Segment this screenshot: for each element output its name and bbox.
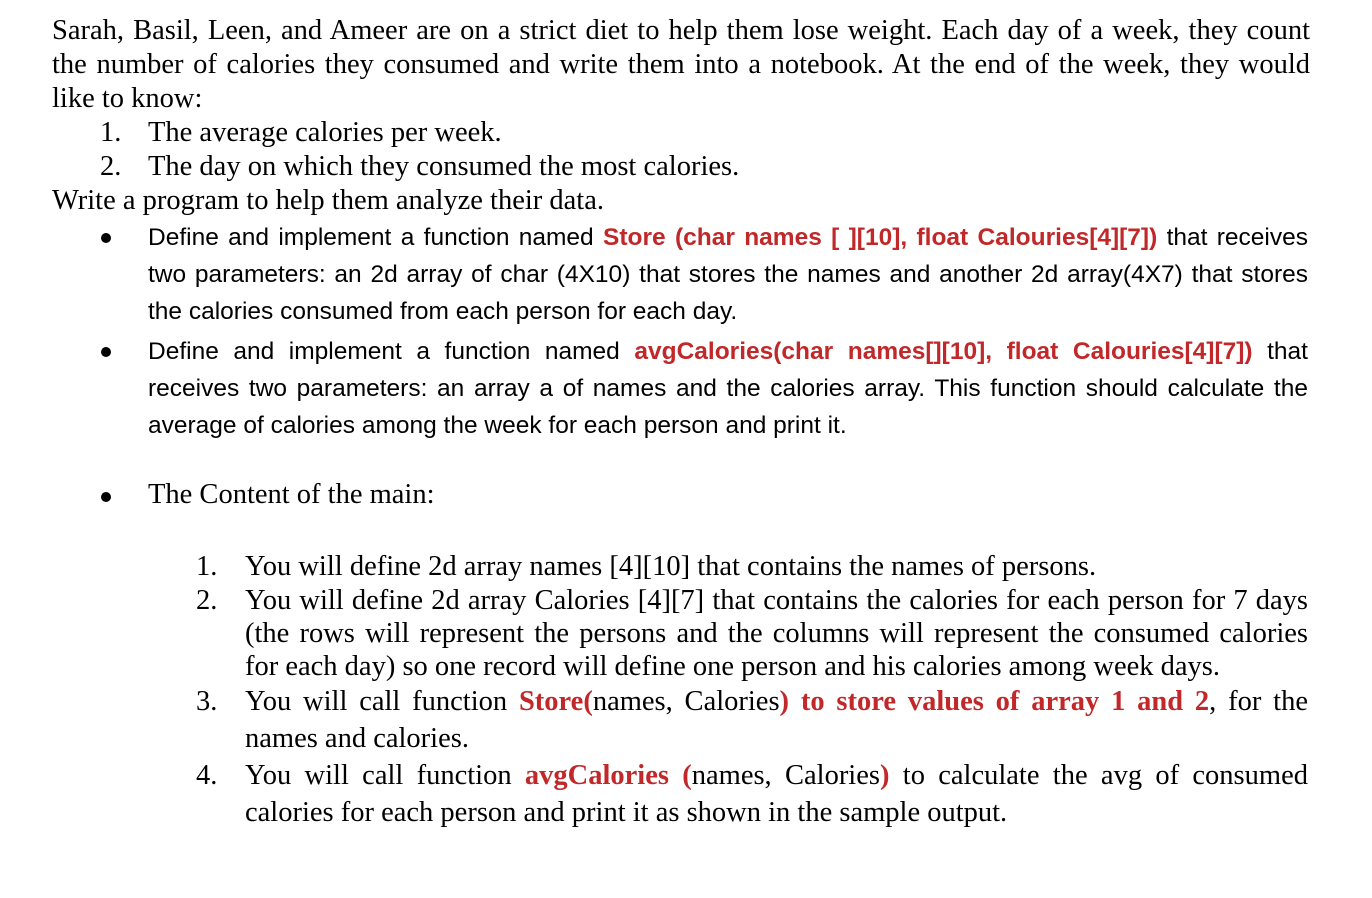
- list-number: 2.: [100, 151, 122, 182]
- instruction-line: Write a program to help them analyze their data.: [52, 185, 604, 216]
- list-item: [196, 550, 1308, 584]
- list-text: The average calories per week.: [148, 117, 502, 148]
- bullet-main-content: [148, 478, 1308, 512]
- intro-paragraph: Sarah, Basil, Leen, and Ameer are on a strict diet to help them lose weight. Each day of a week, they count the number of calories they consumed and write them into a notebook. At the end of the week, they would like to know:: [52, 15, 1310, 114]
- list-text: You will call function: [245, 686, 519, 717]
- list-item: [100, 116, 1300, 150]
- bullet-icon: [101, 492, 111, 502]
- function-name: Store(: [518, 686, 593, 717]
- emphasis-text: ): [879, 760, 890, 791]
- question-list: [100, 116, 1300, 184]
- bullet-icon: [101, 347, 111, 357]
- list-text: You will define 2d array Calories [4][7] that contains the calories for each person for 7 days (the rows will represent the persons and the columns will represent the consumed calories for each day) so one record will define one person and his calories among week days.: [245, 585, 1308, 682]
- list-text: names, Calories: [691, 760, 880, 791]
- list-text: You will define 2d array names [4][10] that contains the names of persons.: [245, 551, 1097, 582]
- function-name: avgCalories (: [524, 760, 692, 791]
- list-text: The day on which they consumed the most calories.: [148, 151, 740, 182]
- bullet-text: that receives two parameters: an array a of names and the calories array. This function should calculate the average of calories among the week for each person and print it.: [148, 338, 1308, 439]
- function-signature: Store (char names [ ][10], float Calouries[4][7]): [603, 224, 1158, 251]
- list-item: [196, 683, 1308, 757]
- list-text: names, Calories: [592, 686, 780, 717]
- list-number: 1.: [100, 117, 122, 148]
- list-number: 1.: [196, 551, 218, 582]
- list-number: 3.: [196, 686, 218, 717]
- bullet-store-function: [148, 219, 1308, 330]
- list-text: to calculate the avg of consumed calories for each person and print it as shown in the sample output.: [245, 760, 1308, 828]
- list-text: , for the names and calories.: [245, 686, 1308, 754]
- list-item: [196, 584, 1308, 683]
- section-heading: The Content of the main:: [148, 479, 435, 510]
- bullet-text: that receives two parameters: an 2d array of char (4X10) that stores the names and another 2d array(4X7) that stores the calories consumed from each person for each day.: [148, 224, 1308, 325]
- list-item: [100, 150, 1300, 184]
- function-signature: avgCalories(char names[][10], float Calouries[4][7]): [634, 338, 1253, 365]
- list-text: You will call function: [245, 760, 525, 791]
- bullet-icon: [101, 233, 111, 243]
- bullet-avg-function: [148, 333, 1308, 444]
- bullet-text: Define and implement a function named: [148, 224, 604, 251]
- emphasis-text: ) to store values of array 1 and 2: [779, 686, 1210, 717]
- list-item: [196, 757, 1308, 831]
- bullet-text: Define and implement a function named: [148, 338, 635, 365]
- list-number: 2.: [196, 585, 218, 616]
- main-steps-list: [196, 550, 1308, 831]
- list-number: 4.: [196, 760, 218, 791]
